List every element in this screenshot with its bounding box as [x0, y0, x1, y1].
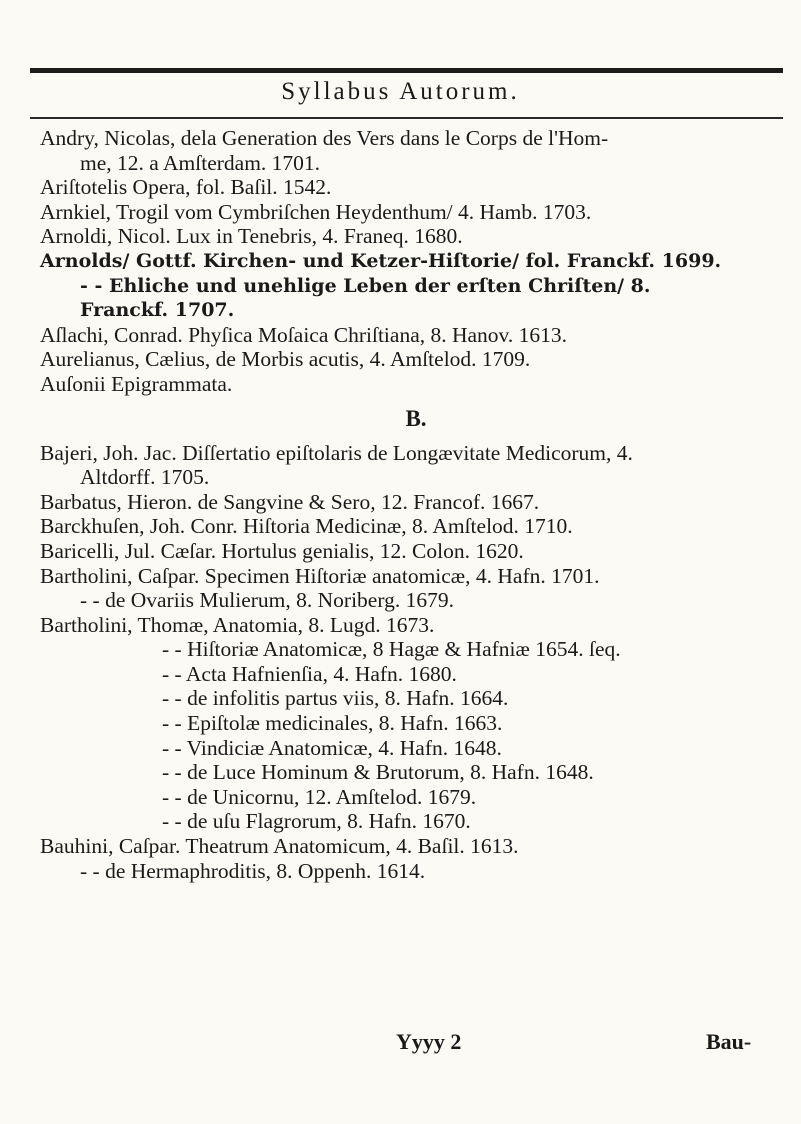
bibliography-entry: - - Hiſtoriæ Anatomicæ, 8 Hagæ & Hafniæ 1654. ſeq. [162, 637, 621, 662]
bibliography-entry: Arnolds/ Gottf. Kirchen- und Ketzer-Hiſtorie/ fol. Franckf. 1699. [40, 249, 722, 272]
bibliography-entry: Barckhuſen, Joh. Conr. Hiſtoria Medicinæ, 8. Amſtelod. 1710. [40, 514, 573, 539]
bibliography-entry: - - de Unicornu, 12. Amſtelod. 1679. [162, 784, 477, 809]
bibliography-entry: Bauhini, Caſpar. Theatrum Anatomicum, 4. Baſil. 1613. [40, 834, 519, 859]
bibliography-entry: - - Ehliche und unehlige Leben der erſten Chriſten/ 8. [80, 274, 651, 297]
bibliography-entry: - - de Luce Hominum & Brutorum, 8. Hafn. 1648. [162, 760, 594, 785]
bibliography-entry: - - de infolitis partus viis, 8. Hafn. 1664. [162, 686, 509, 711]
bibliography-entry: Bartholini, Thomæ, Anatomia, 8. Lugd. 1673. [40, 612, 435, 637]
bibliography-entry: Aurelianus, Cælius, de Morbis acutis, 4. Amſtelod. 1709. [40, 347, 531, 372]
bibliography-entry: Bajeri, Joh. Jac. Diſſertatio epiſtolaris de Longævitate Medicorum, 4. [40, 440, 633, 465]
bibliography-list [40, 126, 792, 883]
bibliography-entry: Arnoldi, Nicol. Lux in Tenebris, 4. Franeq. 1680. [40, 224, 463, 249]
header-rule [30, 117, 783, 119]
bibliography-entry: - - de Hermaphroditis, 8. Oppenh. 1614. [80, 858, 426, 883]
bibliography-entry: - - Vindiciæ Anatomicæ, 4. Hafn. 1648. [162, 735, 502, 760]
bibliography-entry: Barbatus, Hieron. de Sangvine & Sero, 12. Francof. 1667. [40, 489, 540, 514]
top-rule [30, 68, 783, 73]
running-head: Syllabus Autorum. [281, 78, 520, 105]
bibliography-entry: - - Acta Hafnienſia, 4. Hafn. 1680. [162, 661, 457, 686]
bibliography-entry: - - de Ovariis Mulierum, 8. Noriberg. 1679. [80, 588, 454, 613]
bibliography-entry: Bartholini, Caſpar. Specimen Hiſtoriæ anatomicæ, 4. Hafn. 1701. [40, 563, 600, 588]
catchword: Bau- [706, 1029, 752, 1054]
bibliography-entry: Andry, Nicolas, dela Generation des Vers dans le Corps de l'Hom- [40, 126, 609, 150]
bibliography-entry: Aſlachi, Conrad. Phyſica Moſaica Chriſtiana, 8. Hanov. 1613. [40, 322, 568, 347]
bibliography-entry: Franckf. 1707. [80, 299, 235, 322]
bibliography-entry: Auſonii Epigrammata. [40, 371, 233, 396]
bibliography-entry: Ariſtotelis Opera, fol. Baſil. 1542. [40, 175, 332, 200]
bibliography-entry: - - Epiſtolæ medicinales, 8. Hafn. 1663. [162, 711, 503, 736]
section-letter: B. [405, 405, 427, 431]
bibliography-entry: Arnkiel, Trogil vom Cymbriſchen Heydenthum/ 4. Hamb. 1703. [40, 199, 592, 224]
bibliography-entry: - - de uſu Flagrorum, 8. Hafn. 1670. [162, 809, 471, 834]
bibliography-entry: Baricelli, Jul. Cæſar. Hortulus genialis, 12. Colon. 1620. [40, 538, 524, 563]
bibliography-entry: Altdorff. 1705. [80, 465, 210, 490]
signature-mark: Yyyy 2 [396, 1029, 462, 1054]
bibliography-entry: me, 12. a Amſterdam. 1701. [80, 150, 321, 175]
